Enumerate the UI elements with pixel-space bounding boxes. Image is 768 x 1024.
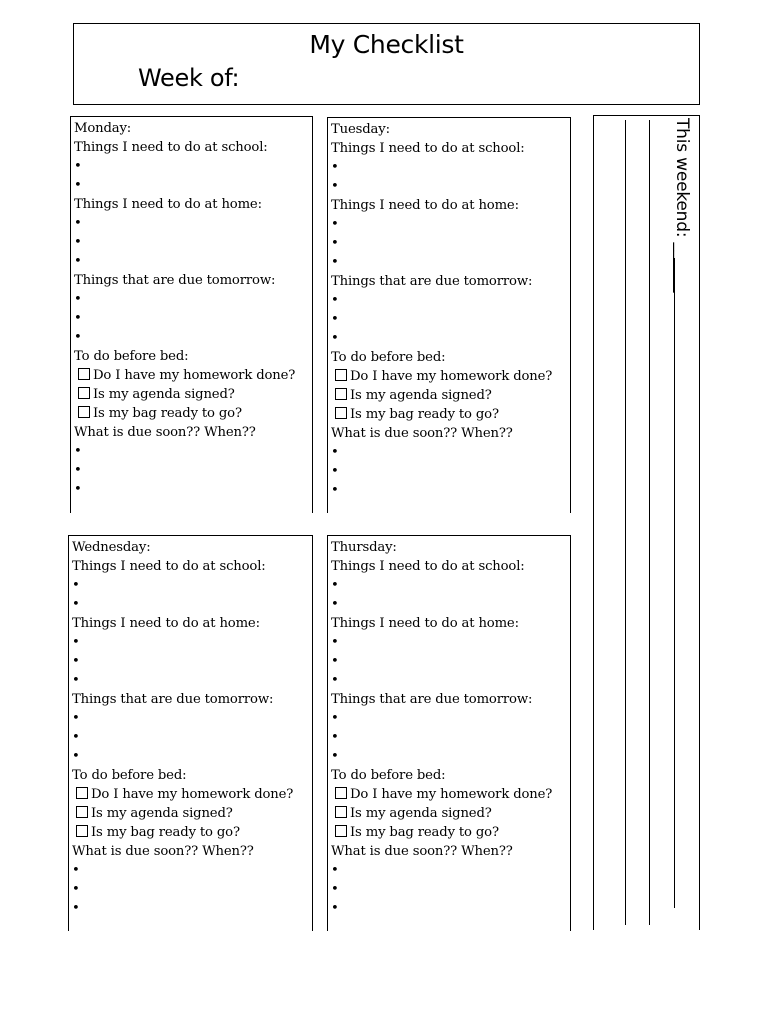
home-tasks-label: Things I need to do at home: [331,616,519,631]
check-item-homework: Do I have my homework done? [74,366,312,385]
before-bed-label: To do before bed: [74,349,189,364]
checkbox[interactable] [76,787,88,799]
check-item-bag: Is my bag ready to go? [72,823,312,842]
day-section-wednesday [68,535,313,931]
due-soon-bullet[interactable]: • [331,882,339,897]
due-tomorrow-bullet[interactable]: • [331,293,339,308]
check-item-bag: Is my bag ready to go? [331,405,570,424]
due-tomorrow-bullet[interactable]: • [74,330,82,345]
checkbox[interactable] [335,407,347,419]
checkbox[interactable] [76,806,88,818]
school-tasks-label: Things I need to do at school: [331,559,525,574]
due-tomorrow-label: Things that are due tomorrow: [331,692,533,707]
check-item-homework: Do I have my homework done? [331,785,570,804]
home-task-bullet[interactable]: • [331,217,339,232]
due-tomorrow-bullet[interactable]: • [72,749,80,764]
school-task-bullet[interactable]: • [331,160,339,175]
home-tasks-label: Things I need to do at home: [72,616,260,631]
checkbox[interactable] [335,388,347,400]
due-tomorrow-bullet[interactable]: • [74,311,82,326]
school-tasks-label: Things I need to do at school: [72,559,266,574]
school-task-bullet[interactable]: • [72,578,80,593]
due-soon-label: What is due soon?? When?? [72,844,254,859]
day-name: Monday: [74,121,132,136]
checkbox[interactable] [78,406,90,418]
school-tasks-label: Things I need to do at school: [74,140,268,155]
home-task-bullet[interactable]: • [331,255,339,270]
check-item-bag: Is my bag ready to go? [74,404,312,423]
before-bed-label: To do before bed: [331,768,446,783]
day-section-tuesday [327,117,571,513]
checkbox[interactable] [335,369,347,381]
home-task-bullet[interactable]: • [72,635,80,650]
due-soon-bullet[interactable]: • [331,445,339,460]
checkbox[interactable] [78,368,90,380]
check-item-agenda: Is my agenda signed? [74,385,312,404]
home-task-bullet[interactable]: • [331,673,339,688]
check-item-bag: Is my bag ready to go? [331,823,570,842]
checkbox[interactable] [335,787,347,799]
home-task-bullet[interactable]: • [74,254,82,269]
weekend-label: This weekend: ______ [672,118,692,293]
school-task-bullet[interactable]: • [331,597,339,612]
before-bed-label: To do before bed: [72,768,187,783]
checkbox[interactable] [335,806,347,818]
check-item-agenda: Is my agenda signed? [331,386,570,405]
due-soon-bullet[interactable]: • [331,483,339,498]
checklist-header [73,23,700,105]
checkbox[interactable] [335,825,347,837]
due-tomorrow-bullet[interactable]: • [72,711,80,726]
due-soon-label: What is due soon?? When?? [74,425,256,440]
due-soon-bullet[interactable]: • [331,464,339,479]
check-item-homework: Do I have my homework done? [331,367,570,386]
weekend-writing-line [674,258,675,908]
due-soon-bullet[interactable]: • [331,901,339,916]
home-tasks-label: Things I need to do at home: [331,198,519,213]
due-tomorrow-bullet[interactable]: • [331,331,339,346]
checkbox[interactable] [76,825,88,837]
day-name: Tuesday: [331,122,390,137]
check-item-agenda: Is my agenda signed? [331,804,570,823]
school-task-bullet[interactable]: • [74,159,82,174]
home-task-bullet[interactable]: • [72,673,80,688]
due-tomorrow-bullet[interactable]: • [331,730,339,745]
due-soon-bullet[interactable]: • [331,863,339,878]
home-task-bullet[interactable]: • [331,654,339,669]
school-task-bullet[interactable]: • [74,178,82,193]
school-task-bullet[interactable]: • [331,179,339,194]
day-section-thursday [327,535,571,931]
day-name: Thursday: [331,540,397,555]
check-item-agenda: Is my agenda signed? [72,804,312,823]
home-task-bullet[interactable]: • [74,235,82,250]
day-name: Wednesday: [72,540,151,555]
due-tomorrow-bullet[interactable]: • [331,711,339,726]
due-soon-bullet[interactable]: • [72,901,80,916]
checkbox[interactable] [78,387,90,399]
due-soon-bullet[interactable]: • [74,463,82,478]
due-tomorrow-label: Things that are due tomorrow: [74,273,276,288]
day-section-monday [70,116,313,513]
home-task-bullet[interactable]: • [331,635,339,650]
due-soon-label: What is due soon?? When?? [331,426,513,441]
due-tomorrow-bullet[interactable]: • [74,292,82,307]
due-soon-label: What is due soon?? When?? [331,844,513,859]
before-bed-label: To do before bed: [331,350,446,365]
school-tasks-label: Things I need to do at school: [331,141,525,156]
due-tomorrow-bullet[interactable]: • [331,749,339,764]
home-task-bullet[interactable]: • [74,216,82,231]
check-item-homework: Do I have my homework done? [72,785,312,804]
home-task-bullet[interactable]: • [72,654,80,669]
school-task-bullet[interactable]: • [331,578,339,593]
weekend-writing-line [649,120,650,925]
due-tomorrow-label: Things that are due tomorrow: [72,692,274,707]
week-of-label: Week of: [138,64,240,92]
due-tomorrow-bullet[interactable]: • [72,730,80,745]
home-task-bullet[interactable]: • [331,236,339,251]
school-task-bullet[interactable]: • [72,597,80,612]
due-tomorrow-label: Things that are due tomorrow: [331,274,533,289]
due-tomorrow-bullet[interactable]: • [331,312,339,327]
page-title: My Checklist [309,30,464,59]
due-soon-bullet[interactable]: • [72,863,80,878]
home-tasks-label: Things I need to do at home: [74,197,262,212]
due-soon-bullet[interactable]: • [74,444,82,459]
weekend-writing-line [625,120,626,925]
due-soon-bullet[interactable]: • [72,882,80,897]
due-soon-bullet[interactable]: • [74,482,82,497]
